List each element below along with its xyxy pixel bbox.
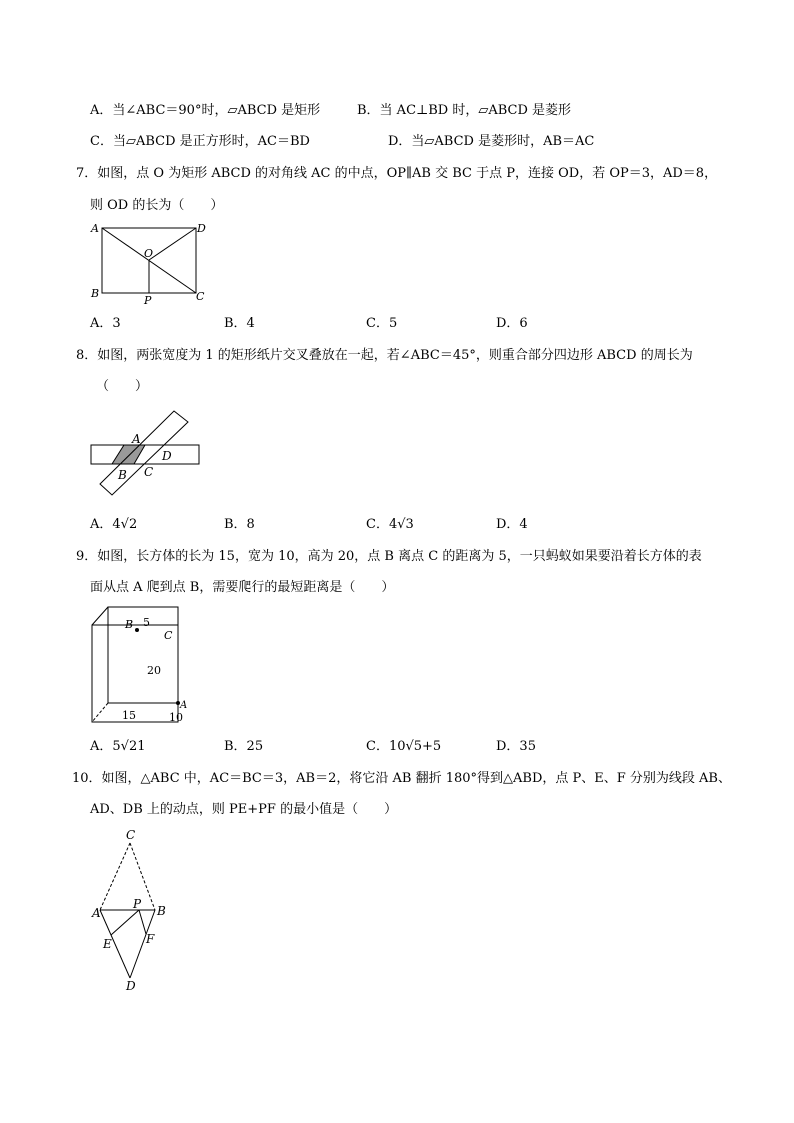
q9-option-a: A．5√21 [90,739,146,754]
q10-dashed-ac [100,843,130,910]
q9-label-five: 5 [143,616,150,629]
q8-stem-line2: （ ） [96,379,149,394]
q10-segment-pe [111,910,139,935]
q7-stem-line2: 则 OD 的长为（ ） [90,198,224,213]
q9-stem-line2: 面从点 A 爬到点 B，需要爬行的最短距离是（ ） [90,580,395,595]
q9-point-b [135,628,139,632]
q10-label-f: F [146,932,155,946]
q8-label-a: A [132,432,141,446]
q8-stem-line1: 8．如图，两张宽度为 1 的矩形纸片交叉叠放在一起，若∠ABC＝45°，则重合部分四边形 ABCD 的周长为 [76,348,693,363]
q10-segment-pf [139,910,146,934]
q8-slanted-strip [100,411,188,495]
q6-option-b: B．当 AC⊥BD 时，▱ABCD 是菱形 [357,103,572,118]
q7-stem-line1: 7．如图，点 O 为矩形 ABCD 的对角线 AC 的中点，OP∥AB 交 BC 于点 P，连接 OD，若 OP＝3，AD＝8， [76,166,718,181]
q9-label-b: B [125,618,134,631]
q9-stem-line1: 9．如图，长方体的长为 15，宽为 10，高为 20，点 B 离点 C 的距离为 5，一只蚂蚁如果要沿着长方体的表 [76,549,702,564]
q6-option-a: A．当∠ABC＝90°时，▱ABCD 是矩形 [90,103,321,118]
q10-label-c: C [126,828,136,842]
q9-edge-top-left [92,607,108,625]
q9-label-c: C [164,629,173,642]
q8-horizontal-strip [91,445,199,464]
q8-label-d: D [162,449,172,463]
q9-label-fifteen: 15 [122,709,136,722]
q7-label-a: A [91,222,99,235]
q10-label-e: E [103,937,112,951]
q10-figure [90,828,175,993]
q8-label-b: B [118,468,127,482]
q9-label-a: A [180,700,188,711]
q7-option-a: A．3 [90,316,121,331]
q7-option-d: D．6 [496,316,528,331]
q8-label-c: C [144,465,154,479]
q9-label-twenty: 20 [147,664,161,677]
q7-label-p: P [144,294,152,307]
q9-option-d: D．35 [496,739,536,754]
q6-option-c: C．当▱ABCD 是正方形时，AC＝BD [90,134,310,149]
q7-option-b: B．4 [224,316,255,331]
q10-stem-line1: 10．如图，△ABC 中，AC＝BC＝3，AB＝2，将它沿 AB 翻折 180°得到△ABD，点 P、E、F 分别为线段 AB、 [72,771,731,786]
q8-option-c: C．4√3 [366,517,414,532]
q7-label-o: O [144,247,154,260]
q10-stem-line2: AD、DB 上的动点，则 PE+PF 的最小值是（ ） [90,802,398,817]
q8-option-d: D．4 [496,517,528,532]
q9-option-c: C．10√5+5 [366,739,442,754]
q10-label-d: D [126,979,136,993]
q7-label-c: C [196,290,205,303]
q7-label-b: B [91,287,100,300]
q8-option-b: B．8 [224,517,255,532]
q8-option-a: A．4√2 [90,517,138,532]
q9-label-ten: 10 [169,711,183,724]
q9-hidden-edge-diagonal [92,703,108,722]
q6-option-d: D．当▱ABCD 是菱形时，AB＝AC [388,134,595,149]
q7-option-c: C．5 [366,316,398,331]
q10-label-p: P [133,897,142,911]
q8-figure [88,408,203,500]
q9-figure [85,603,200,725]
q9-option-b: B．25 [224,739,264,754]
q8-overlap-abcd [112,445,145,464]
q7-segment-od [149,228,196,260]
q10-label-b: B [157,904,166,918]
q10-label-a: A [92,906,101,920]
q7-label-d: D [197,222,206,235]
q7-figure [85,218,215,308]
